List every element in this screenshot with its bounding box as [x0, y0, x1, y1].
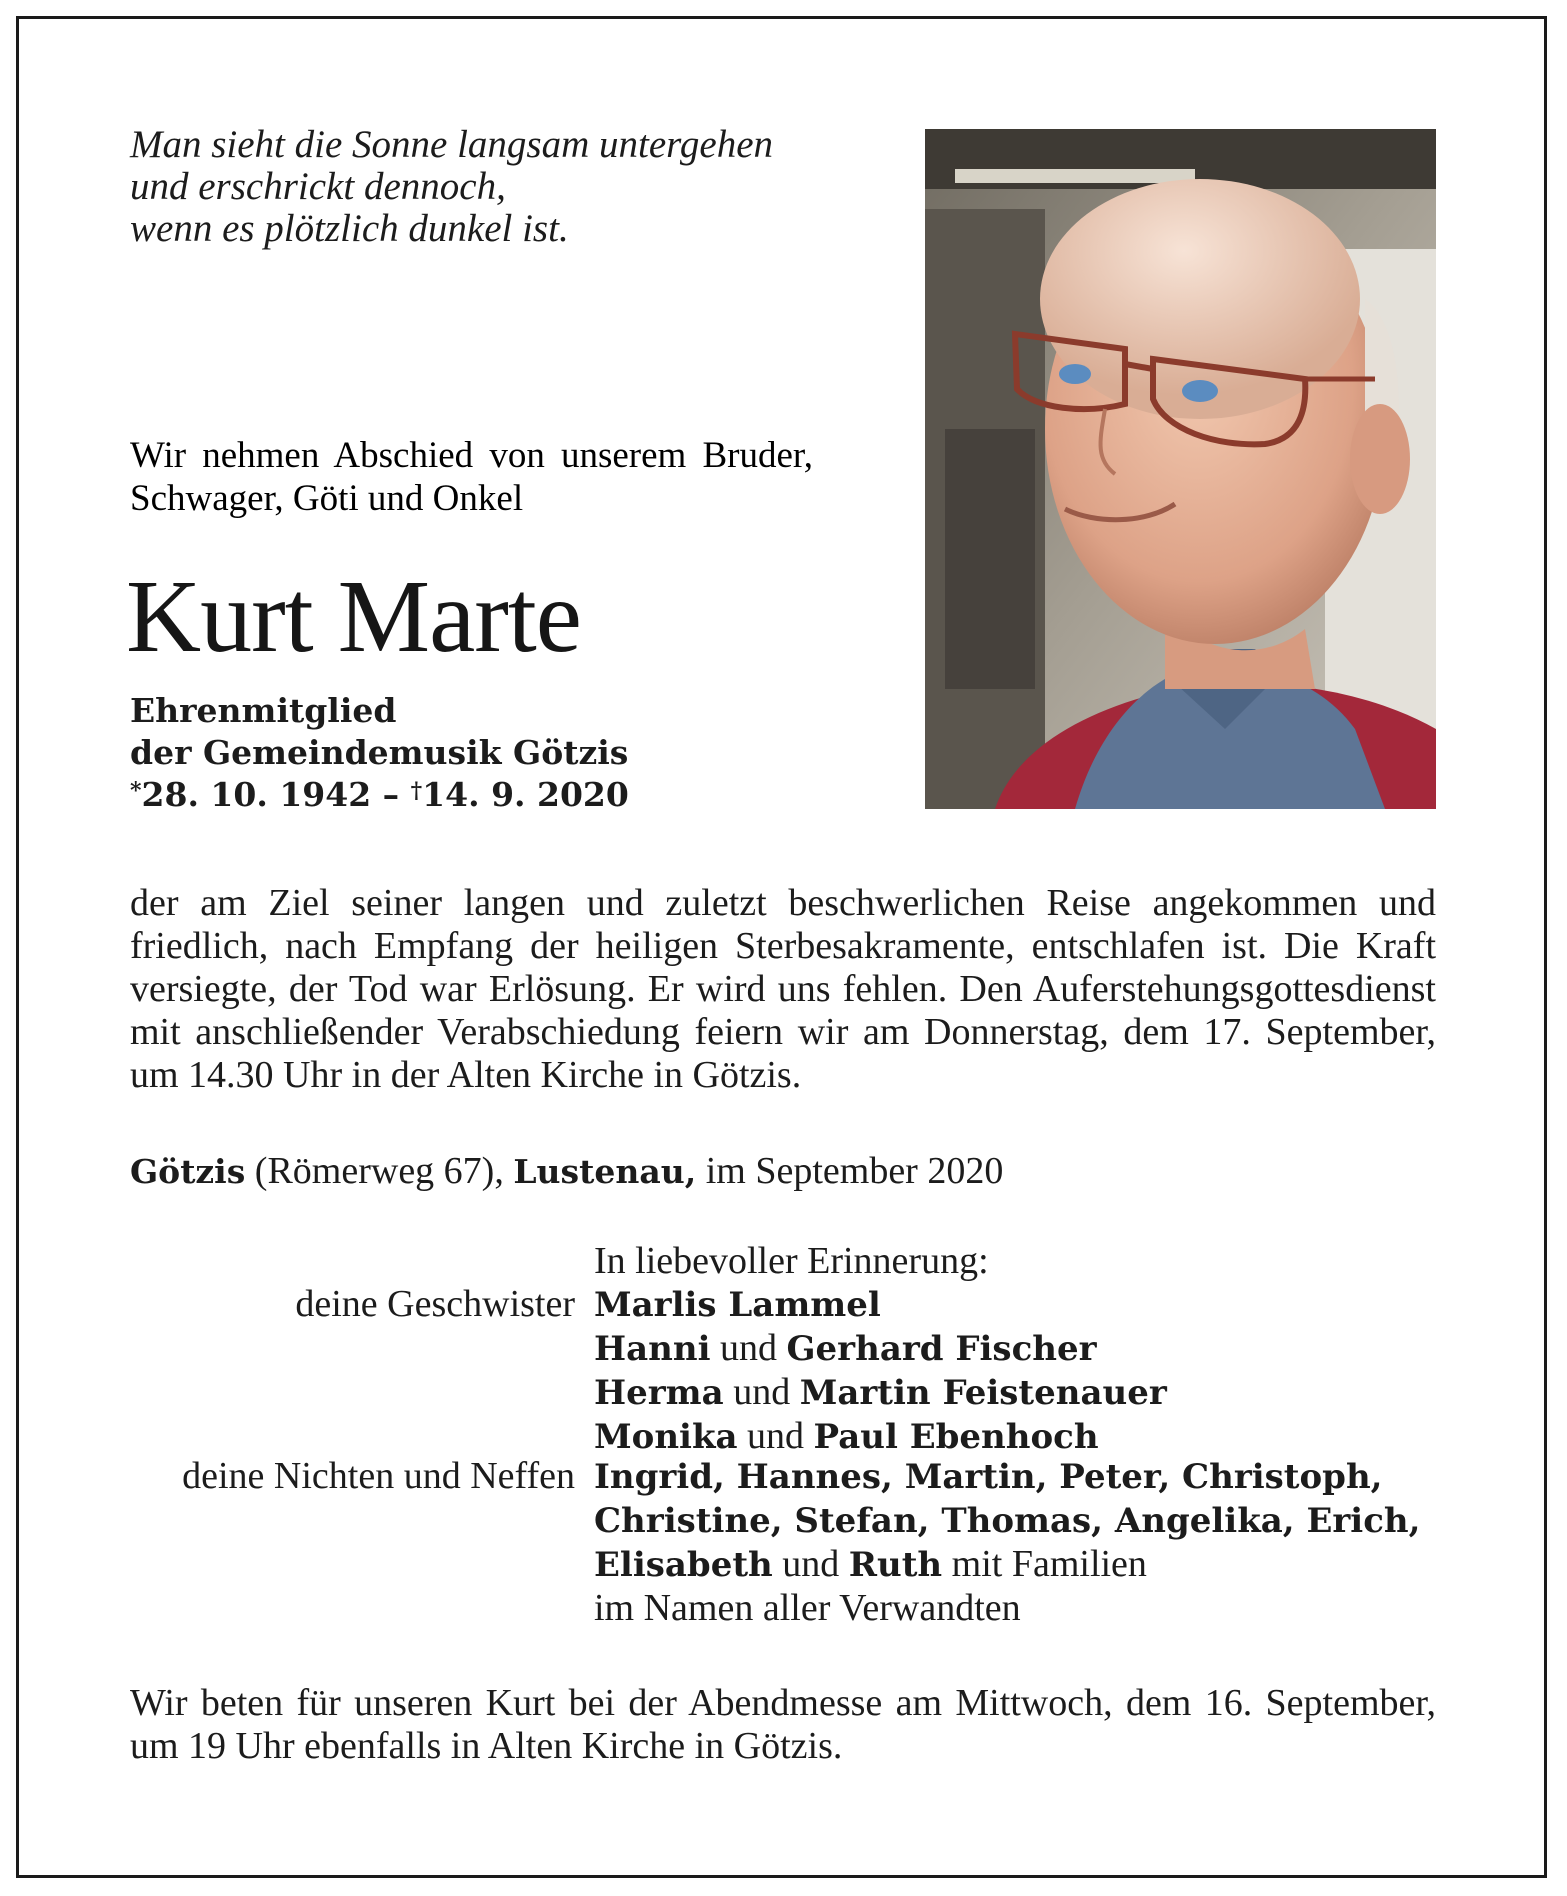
nieces-list	[594, 1455, 1454, 1630]
life-dates	[130, 774, 830, 816]
relative-line: im Namen aller Verwandten	[594, 1587, 1021, 1629]
portrait-illustration	[925, 129, 1436, 809]
relative-line	[594, 1371, 1454, 1415]
relative-name: Elisabeth	[594, 1545, 773, 1585]
relative-name: Ruth	[848, 1545, 943, 1585]
relative-line	[594, 1499, 1454, 1543]
death-date: 14. 9. 2020	[422, 775, 629, 814]
relative-name: Marlis Lammel	[594, 1285, 881, 1325]
place-town: Götzis	[130, 1152, 246, 1191]
relative-name: Martin Feistenauer	[799, 1373, 1167, 1413]
conjunction: und	[772, 1543, 849, 1585]
relative-line	[594, 1455, 1454, 1499]
motto-line: Man sieht die Sonne langsam untergehen	[130, 123, 774, 166]
place-date-line	[130, 1150, 1436, 1193]
intro-text: Wir nehmen Abschied von unserem Bruder, Schwager, Göti und Onkel	[130, 435, 813, 519]
relative-line	[594, 1327, 1454, 1371]
relative-name: Hanni	[594, 1329, 711, 1369]
nieces-label: deine Nichten und Neffen	[182, 1455, 575, 1497]
memory-heading: In liebevoller Erinnerung:	[594, 1240, 989, 1282]
place-town: Lustenau,	[513, 1152, 697, 1191]
family-note: mit Familien	[942, 1543, 1147, 1585]
place-address: (Römerweg 67),	[245, 1150, 514, 1192]
relative-name: Herma	[594, 1373, 724, 1413]
motto-quote	[130, 124, 830, 250]
closing-text: Wir beten für unseren Kurt bei der Abendmesse am Mittwoch, dem 16. September, um 19 Uhr ebenfalls in Alten Kirche in Götzis.	[130, 1682, 1436, 1767]
relative-line	[594, 1283, 1454, 1327]
birth-symbol: *	[130, 778, 142, 804]
relative-names: Ingrid, Hannes, Martin, Peter, Christoph,	[594, 1457, 1383, 1497]
date-dash: –	[371, 775, 411, 814]
relative-names: Christine, Stefan, Thomas, Angelika, Erich,	[594, 1501, 1421, 1541]
role-line: Ehrenmitglied	[130, 691, 397, 730]
conjunction: und	[737, 1415, 814, 1457]
place-date: im September 2020	[696, 1150, 1004, 1192]
portrait-photo	[925, 129, 1436, 809]
birth-date: 28. 10. 1942	[141, 775, 372, 814]
motto-line: wenn es plötzlich dunkel ist.	[130, 207, 569, 250]
role-line: der Gemeindemusik Götzis	[130, 733, 629, 772]
relative-line	[594, 1543, 1454, 1587]
conjunction: und	[710, 1327, 787, 1369]
announcement-text: der am Ziel seiner langen und zuletzt beschwerlichen Reise angekommen und friedlich, nach Empfang der heiligen Sterbesakramente, entschlafen ist. Die Kraft versiegte, der Tod war Erlösung. Er wird uns fehlen. Den Auferstehungsgottesdienst mit anschließender Verabschiedung feiern wir am Donnerstag, dem 17. September, um 14.30 Uhr in der Alten Kirche in Götzis.	[130, 882, 1436, 1096]
conjunction: und	[723, 1371, 800, 1413]
relative-name: Paul Ebenhoch	[813, 1417, 1099, 1457]
relative-name: Gerhard Fischer	[786, 1329, 1097, 1369]
deceased-details	[130, 690, 830, 816]
siblings-label: deine Geschwister	[295, 1283, 575, 1325]
relative-line	[594, 1415, 1454, 1459]
relative-name: Monika	[594, 1417, 738, 1457]
siblings-list	[594, 1283, 1454, 1459]
death-symbol: †	[410, 778, 423, 804]
deceased-name: Kurt Marte	[126, 559, 581, 674]
motto-line: und erschrickt dennoch,	[130, 165, 506, 208]
